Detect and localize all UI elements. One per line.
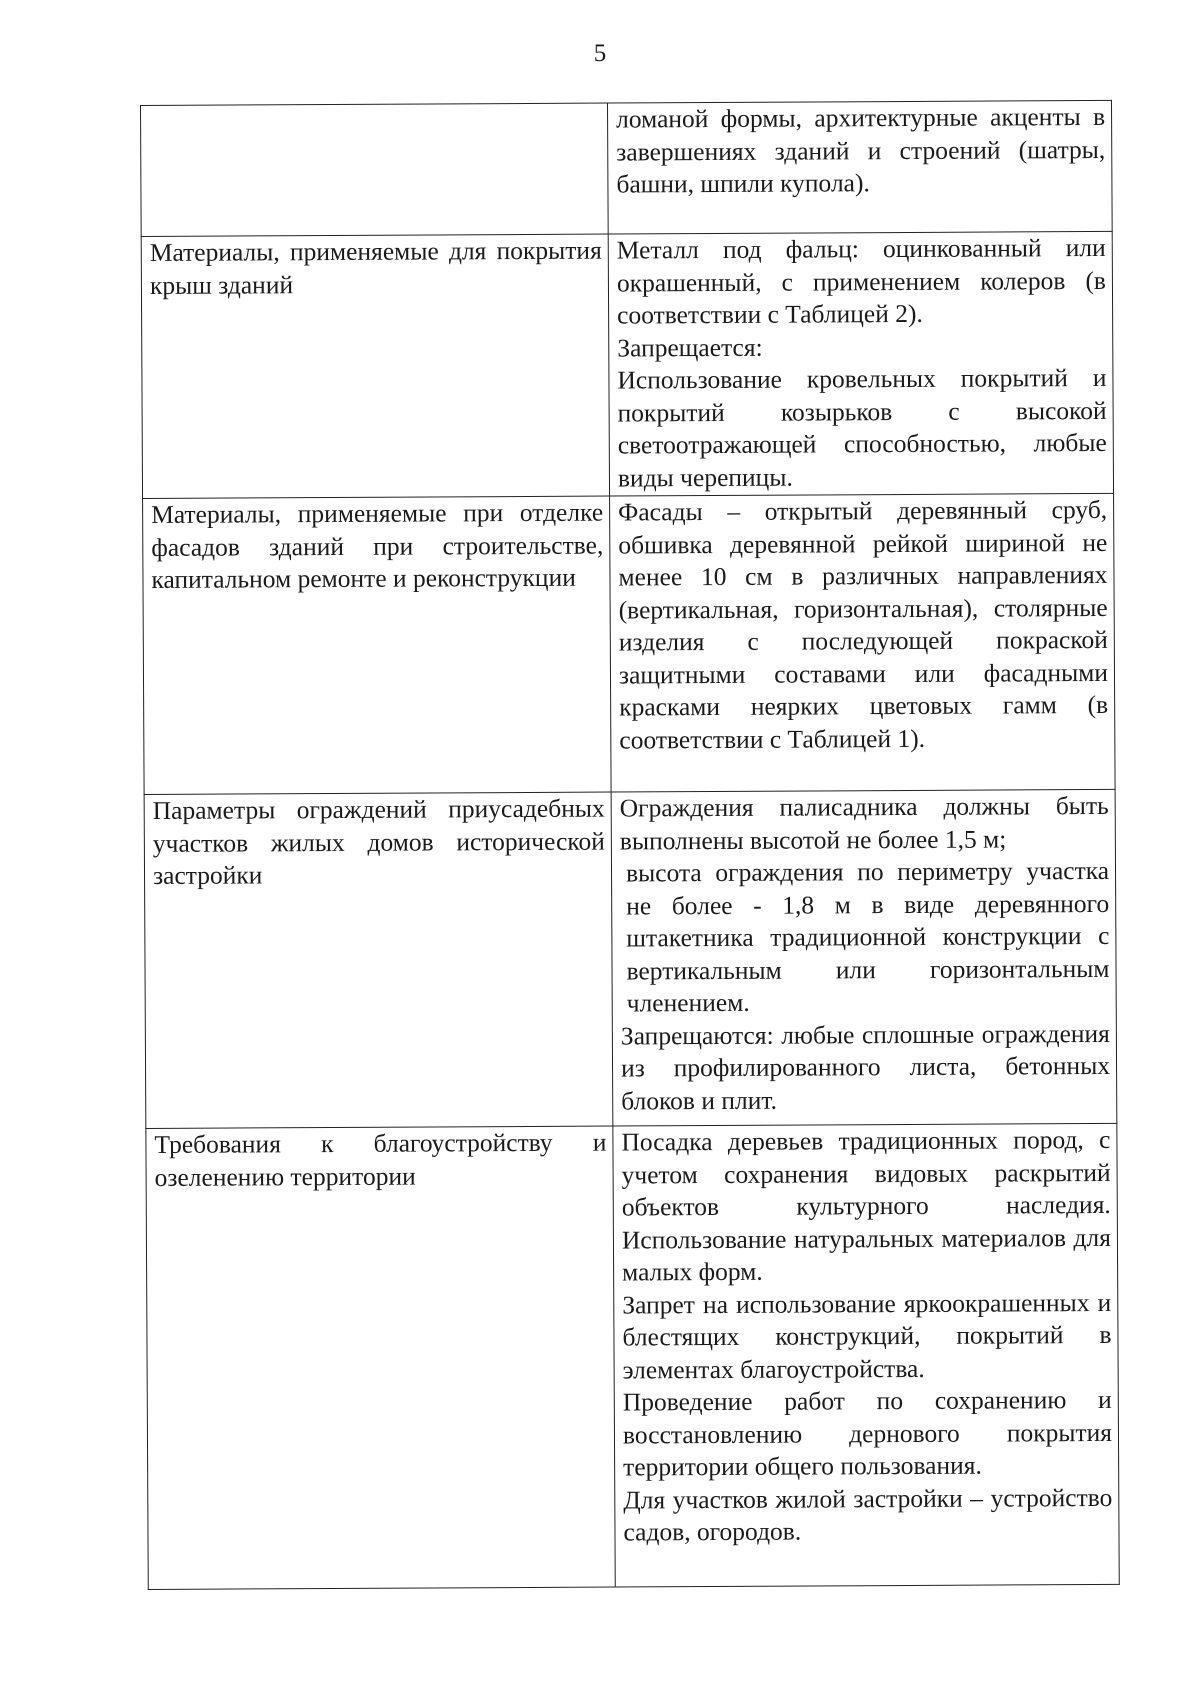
table-cell-parameter — [141, 103, 609, 236]
table-row — [141, 100, 1113, 236]
table-row — [143, 493, 1116, 794]
requirement-paragraph: ломаной формы, архитектурные акценты в завершениях зданий и строений (шатры, башни, шпили купола). — [616, 101, 1106, 199]
table-cell-parameter: Параметры ограждений приусадебных участков жилых домов исторической застройки — [144, 792, 613, 1128]
requirement-paragraph: Запрещаются: любые сплошные ограждения из профилированного листа, бетонных блоков и плит. — [620, 1018, 1111, 1115]
table-cell-parameter: Материалы, применяемые при отделке фасадов зданий при строительстве, капитальном ремонте и реконструкции — [143, 496, 612, 794]
requirement-paragraph: Посадка деревьев традиционных пород, с учетом сохранения видовых раскрытий объектов культурного наследия. Использование натуральных материалов для малых форм. — [621, 1124, 1112, 1287]
table-row — [144, 789, 1117, 1128]
requirements-table — [140, 100, 1120, 1590]
table-cell-requirement — [607, 100, 1112, 234]
table-cell-requirement — [611, 789, 1117, 1126]
requirement-paragraph: Использование кровельных покрытий и покрытий козырьков с высокой светоотражающей способностью, любые виды черепицы. — [617, 362, 1107, 493]
table-cell-requirement — [610, 493, 1116, 792]
table-cell-parameter: Материалы, применяемые для покрытия крыш зданий — [141, 234, 609, 498]
requirement-paragraph: Запрещается: — [617, 332, 763, 363]
table-row — [146, 1123, 1119, 1589]
requirement-paragraph: Запрет на использование яркоокрашенных и блестящих конструкций, покрытий в элементах благоустройства. — [622, 1287, 1112, 1384]
page-number: 5 — [593, 40, 607, 67]
requirement-paragraph: высота ограждения по периметру участка не более - 1,8 м в виде деревянного штакетника традиционной конструкции с вертикальным или горизонтальным членением. — [625, 855, 1110, 1018]
requirement-paragraph: Ограждения палисадника должны быть выполнены высотой не более 1,5 м; — [619, 790, 1109, 855]
requirement-paragraph: Для участков жилой застройки – устройство садов, огородов. — [623, 1482, 1113, 1547]
table-cell-requirement — [613, 1123, 1119, 1587]
table-row — [141, 231, 1113, 498]
requirement-paragraph: Металл под фальц: оцинкованный или окрашенный, с применением колеров (в соответствии с Таблицей 2). — [616, 232, 1107, 330]
requirement-paragraph: Проведение работ по сохранению и восстановлению дернового покрытия территории общего пользования. — [622, 1384, 1113, 1482]
table-cell-parameter: Требования к благоустройству и озеленению территории — [146, 1126, 615, 1589]
requirement-paragraph: Фасады – открытый деревянный сруб, обшивка деревянной рейкой шириной не менее 10 см в различных направлениях (вертикальная, горизонтальная), столярные изделия с последующей покраской защитными составами или фасадными красками неярких цветовых гамм (в соответствии с Таблицей 1). — [618, 494, 1109, 754]
table-cell-requirement — [608, 231, 1113, 496]
